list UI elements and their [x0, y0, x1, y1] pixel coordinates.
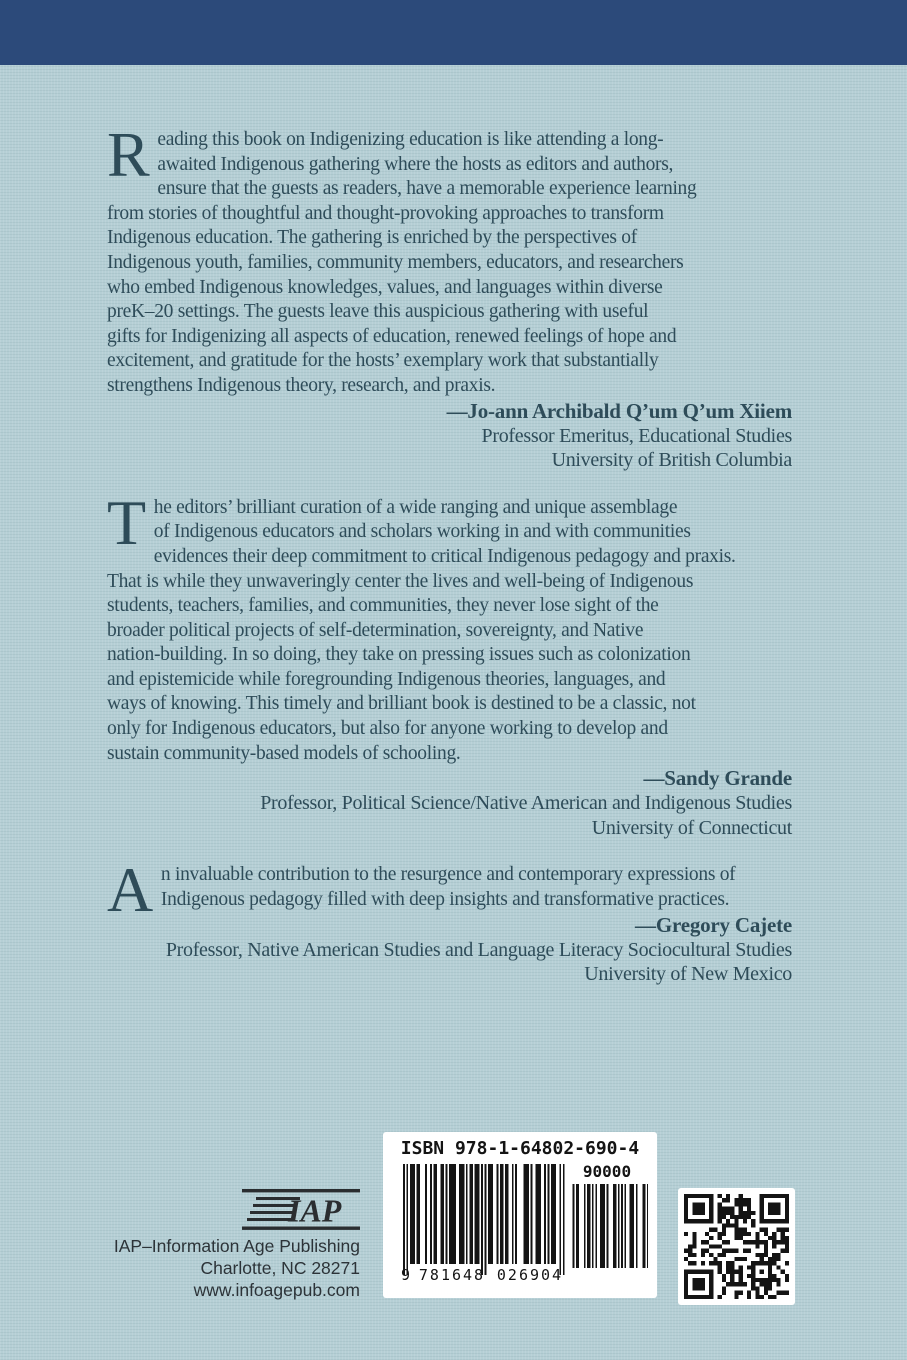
attribution-role: Professor Emeritus, Educational Studies [481, 424, 792, 447]
blurb-line: only for Indigenous educators, but also for anyone working to develop and [107, 718, 668, 740]
isbn-number-label: ISBN 978-1-64802-690-4 [400, 1138, 640, 1159]
attribution-role: University of Connecticut [591, 816, 792, 839]
publisher-info [60, 1236, 360, 1301]
drop-cap: T [107, 486, 146, 558]
qr-code-block [678, 1188, 795, 1305]
blurb-line: excitement, and gratitude for the hosts’ exemplary work that substantially [107, 350, 659, 372]
ean5-supplement-barcode [571, 1184, 648, 1270]
drop-cap: R [107, 119, 150, 190]
blurb-line: ways of knowing. This timely and brilliant book is destined to be a classic, not [107, 693, 696, 715]
isbn-barcode-block [383, 1132, 657, 1298]
blurb-line: nation-building. In so doing, they take on pressing issues such as colonization [107, 644, 691, 666]
ean-digit-group-right: 026904 [496, 1266, 564, 1284]
blurb-line: n invaluable contribution to the resurgence and contemporary expressions of [160, 864, 736, 886]
blurb-line: That is while they unwaveringly center the lives and well-being of Indigenous [107, 570, 694, 592]
attribution [107, 399, 792, 473]
attribution-name: —Jo-ann Archibald Q’um Q’um Xiiem [446, 398, 792, 423]
blurb-line: of Indigenous educators and scholars working in and with communities [153, 521, 691, 543]
blurb-line: gifts for Indigenizing all aspects of education, renewed feelings of hope and [107, 325, 677, 347]
publisher-website: www.infoagepub.com [193, 1279, 360, 1300]
ean-digit-lead: 9 [401, 1266, 411, 1284]
blurb-line: who embed Indigenous knowledges, values, and languages within diverse [107, 276, 663, 298]
blurb-line: ensure that the guests as readers, have a memorable experience learning [157, 178, 697, 200]
blurb-line: Indigenous youth, families, community members, educators, and researchers [107, 251, 684, 273]
ean13-digits [403, 1266, 565, 1284]
blurb-line: evidences their deep commitment to critical Indigenous pedagogy and praxis. [153, 545, 736, 567]
blurb-line: preK–20 settings. The guests leave this auspicious gathering with useful [107, 301, 649, 323]
attribution [107, 766, 792, 840]
ean-digit-group-left: 781648 [418, 1266, 486, 1284]
blurb-line: from stories of thoughtful and thought-provoking approaches to transform [107, 202, 664, 224]
endorsement-blurb [107, 854, 792, 986]
barcode-supplement-number: 90000 [582, 1162, 632, 1181]
attribution-role: Professor, Native American Studies and Language Literacy Sociocultural Studies [165, 938, 792, 961]
endorsement-blurb [107, 486, 792, 841]
drop-cap: A [107, 854, 153, 926]
publisher-name: IAP–Information Age Publishing [113, 1236, 360, 1256]
qr-code [684, 1194, 789, 1299]
ean13-barcode [403, 1164, 565, 1276]
blurb-line: broader political projects of self-determination, sovereignty, and Native [107, 619, 644, 641]
top-color-band [0, 0, 907, 65]
blurb-line: strengthens Indigenous theory, research, and praxis. [107, 374, 496, 396]
attribution-role: Professor, Political Science/Native American and Indigenous Studies [260, 792, 792, 815]
attribution-name: —Gregory Cajete [635, 912, 792, 937]
blurb-line: sustain community-based models of schooling. [107, 742, 461, 764]
iap-publisher-logo [242, 1189, 360, 1233]
blurb-line: awaited Indigenous gathering where the hosts as editors and authors, [157, 153, 674, 175]
blurb-line: Indigenous pedagogy filled with deep insights and transformative practices. [160, 889, 730, 911]
attribution-role: University of New Mexico [584, 963, 792, 986]
blurb-line: Indigenous education. The gathering is enriched by the perspectives of [107, 227, 637, 249]
blurb-line: he editors’ brilliant curation of a wide ranging and unique assemblage [153, 496, 678, 518]
blurb-line: students, teachers, families, and communities, they never lose sight of the [107, 595, 659, 617]
logo-iap-text: IAP [288, 1192, 342, 1229]
attribution-role: University of British Columbia [551, 449, 792, 472]
attribution-name: —Sandy Grande [643, 766, 792, 791]
attribution [107, 913, 792, 987]
endorsement-blurb [107, 119, 792, 473]
endorsement-blurbs [107, 119, 792, 1010]
blurb-line: eading this book on Indigenizing education is like attending a long- [157, 129, 664, 150]
publisher-address: Charlotte, NC 28271 [200, 1257, 360, 1278]
blurb-line: and epistemicide while foregrounding Indigenous theories, languages, and [107, 668, 666, 690]
